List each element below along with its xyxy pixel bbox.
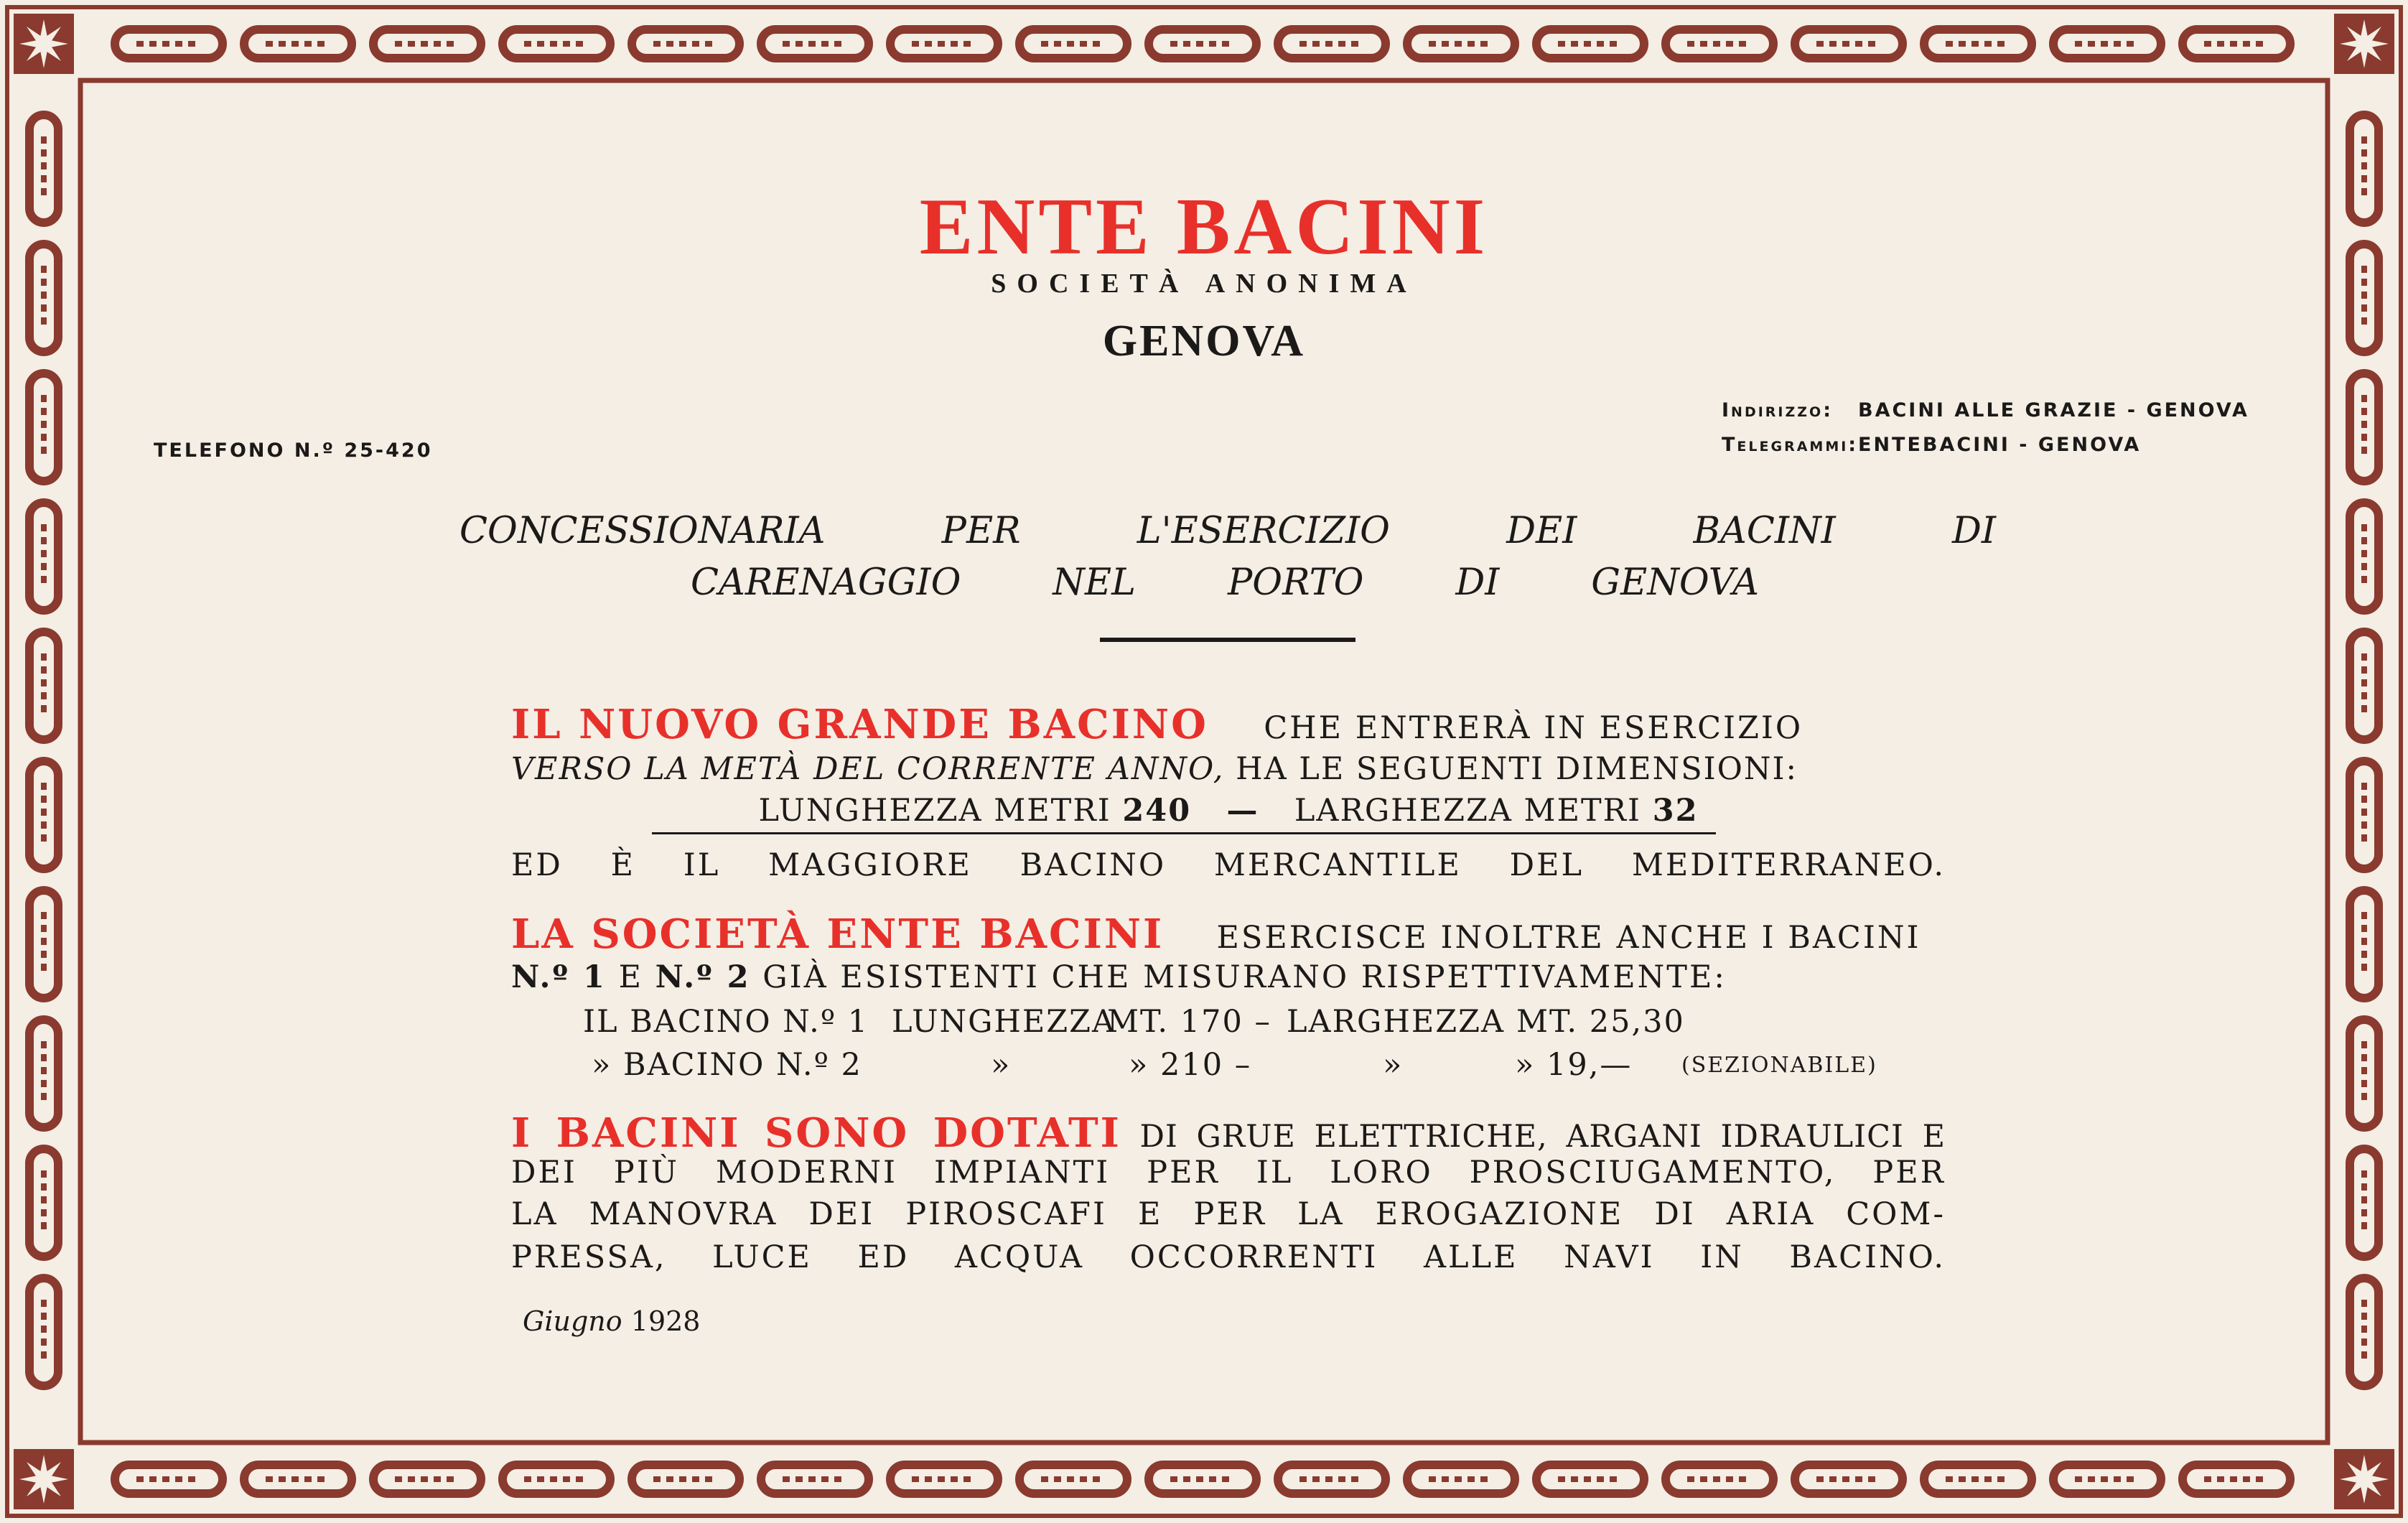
section2-highlight: LA SOCIETÀ ENTE BACINI [511, 910, 1165, 958]
width-label: LARGHEZZA METRI [1294, 793, 1642, 829]
company-title: ENTE BACINI [919, 182, 1489, 271]
width-value: 32 [1652, 793, 1699, 829]
concession-line-1: CONCESSIONARIA PER L'ESERCIZIO DEI BACINI DI [459, 510, 1996, 552]
conjunction: E [618, 959, 643, 995]
section2-line-1 [511, 910, 1921, 958]
section1-italic: VERSO LA METÀ DEL CORRENTE ANNO, [511, 751, 1225, 787]
basin-width-value: » 19,— [1515, 1047, 1633, 1083]
basin2-number: N.º 2 [655, 959, 751, 995]
basin1-number: N.º 1 [511, 959, 607, 995]
section3-line-3: LA MANOVRA DEI PIROSCAFI E PER LA EROGAZIONE DI ARIA COM- [511, 1196, 1946, 1232]
dimensions-underline [652, 832, 1716, 834]
basin-width-label: » [1383, 1047, 1404, 1083]
address-value: BACINI ALLE GRAZIE - GENOVA [1858, 399, 2249, 421]
dimension-dash: — [1226, 793, 1259, 829]
section1-line-2 [511, 751, 1798, 787]
section1-line-1 [511, 701, 1803, 748]
basin-note: (SEZIONABILE) [1681, 1053, 1877, 1078]
address-line [1722, 399, 2249, 421]
section3-text-1: DI GRUE ELETTRICHE, ARGANI IDRAULICI E [1139, 1119, 1946, 1155]
basin-length-label: » [991, 1047, 1012, 1083]
section1-highlight: IL NUOVO GRANDE BACINO [511, 701, 1208, 748]
telegram-line [1722, 434, 2141, 456]
length-value: 240 [1122, 793, 1192, 829]
date-month: Giugno [523, 1305, 622, 1337]
section3-line-1 [511, 1109, 1946, 1157]
section1-text-1: CHE ENTRERÀ IN ESERCIZIO [1264, 710, 1803, 746]
date-line [523, 1305, 700, 1337]
basin-width-label: LARGHEZZA [1287, 1004, 1506, 1040]
length-label: LUNGHEZZA METRI [758, 793, 1111, 829]
section3-highlight: I BACINI SONO DOTATI [511, 1109, 1121, 1157]
telegram-value: ENTEBACINI - GENOVA [1858, 434, 2142, 456]
section2-text-1: ESERCISCE INOLTRE ANCHE I BACINI [1216, 920, 1921, 956]
company-subtitle: SOCIETÀ ANONIMA [991, 269, 1417, 299]
date-year: 1928 [630, 1305, 701, 1337]
section3-line-4: PRESSA, LUCE ED ACQUA OCCORRENTI ALLE NAVI IN BACINO. [511, 1239, 1946, 1275]
concession-line-2: CARENAGGIO NEL PORTO DI GENOVA [691, 562, 1759, 604]
section3-line-2: DEI PIÙ MODERNI IMPIANTI PER IL LORO PROSCIUGAMENTO, PER [511, 1155, 1946, 1191]
basin-length-value: MT. 170 – [1107, 1004, 1271, 1040]
company-city: GENOVA [1102, 317, 1306, 365]
basin-name: IL BACINO N.º 1 [583, 1004, 869, 1040]
basin-length-label: LUNGHEZZA [892, 1004, 1116, 1040]
section1-dimensions [511, 793, 1946, 829]
basin-width-value: MT. 25,30 [1516, 1004, 1685, 1040]
section2-text-2: GIÀ ESISTENTI CHE MISURANO RISPETTIVAMENTE: [762, 959, 1727, 995]
section1-conclusion: ED È IL MAGGIORE BACINO MERCANTILE DEL MEDITERRANEO. [511, 847, 1946, 883]
basin-name: » BACINO N.º 2 [592, 1047, 862, 1083]
section2-line-2 [511, 959, 1727, 995]
basin-length-value: » 210 – [1129, 1047, 1252, 1083]
telephone-number: TELEFONO N.º 25-420 [154, 439, 433, 462]
divider-rule [1100, 638, 1355, 642]
telegram-label: Telegrammi: [1722, 434, 1859, 456]
address-label: Indirizzo: [1722, 399, 1833, 421]
section1-text-2: HA LE SEGUENTI DIMENSIONI: [1236, 751, 1798, 787]
